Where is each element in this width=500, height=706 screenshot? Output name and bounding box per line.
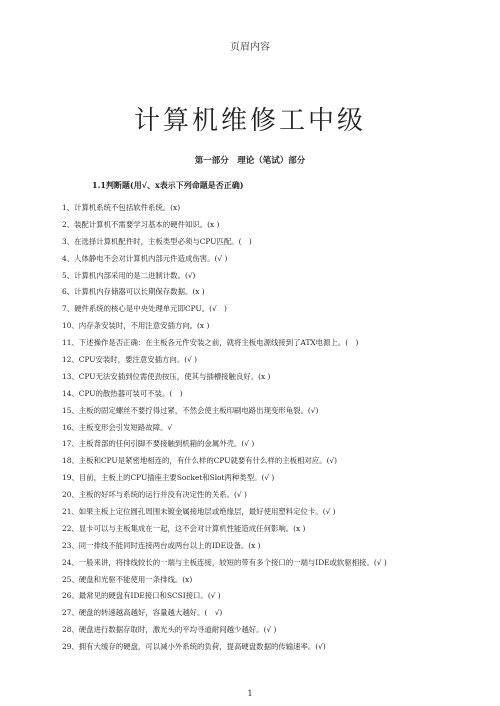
question-item: 17、主板背部的任何引脚不要接触到机箱的金属外壳。(√ ) <box>62 439 255 449</box>
question-item: 14、CPU的散热器可装可不装。( ) <box>62 388 183 398</box>
question-item: 3、在选择计算机配件时，主板类型必须与CPU匹配。( ) <box>62 236 252 246</box>
question-item: 23、同一排线不能同时连接两台或两台以上的IDE设备。(x ) <box>62 540 261 550</box>
question-item: 12、CPU安装时，要注意安插方向。(√ ) <box>62 355 198 365</box>
question-item: 7、硬件系统的核心是中央处理单元即CPU。(√ ) <box>62 304 227 314</box>
question-item: 5、计算机内部采用的是二进制计数。(√) <box>62 270 196 280</box>
question-item: 24、一般来讲，将排线较长的一端与主板连接，较短的带有多个接口的一端与IDE或软驱相接。(√ ) <box>62 557 387 567</box>
question-item: 28、硬盘进行数据存取时，激光头的平均寻道耐间越少越好。(√ ) <box>62 625 277 635</box>
question-item: 15、主板的固定螺丝不要拧得过紧，不然会使主板印刷电路出现变形龟裂。(√) <box>62 405 319 415</box>
question-item: 6、计算机内存储器可以长期保存数据。(x ) <box>62 287 205 297</box>
question-list <box>62 200 482 656</box>
page-number: 1 <box>247 689 253 698</box>
question-item: 1、计算机系统不包括软件系统。(x) <box>62 203 181 212</box>
question-item: 26、最常见的硬盘有IDE接口和SCSI接口。(√ ) <box>62 591 221 601</box>
question-item: 16、主板变形会引发短路故障。√ <box>62 422 173 432</box>
question-item: 27、硬盘的转速越高越好，容量越大越好。( √) <box>62 608 223 618</box>
part-heading: 第一部分 理论（笔试）部分 <box>194 156 306 166</box>
question-item: 22、显卡可以与主板集成在一起，这不会对计算机性能造成任何影响。(x ) <box>62 523 306 533</box>
section-heading: 1.1判断题(用√、x表示下列命题是否正确) <box>92 180 244 190</box>
question-item: 29、拥有大缓存的硬盘，可以减小外系统的负荷，提高硬盘数据的传输速率。(√) <box>62 642 326 652</box>
question-item: 11、下述操作是否正确：在主板各元件安装之前，就将主板电源线接到了ATX电源上。( ) <box>62 338 359 348</box>
page-header: 页眉内容 <box>230 42 270 53</box>
question-item: 2、装配计算机不需要学习基本的硬件知识。(x ) <box>62 219 220 229</box>
question-item: 21、如果主板上定位圆孔周围未镀金属接地层或绝缘层，最好使用塑料定位卡。(√ ) <box>62 507 336 517</box>
question-item: 10、内存条安装时，不用注意安插方向。(x ) <box>62 321 210 331</box>
question-item: 4、人体静电不会对计算机内部元件造成伤害。(√ ) <box>62 253 228 263</box>
question-item: 13、CPU无法安插到位需使劲按压，使其与插槽接触良好。(x ) <box>62 371 271 381</box>
document-title: 计算机维修工中级 <box>133 106 366 136</box>
question-item: 19、目前，主板上的CPU插座主要Socket和Slot两种类型。(√ ) <box>62 473 275 483</box>
question-item: 25、硬盘和光驱不能使用一条排线。(x) <box>62 574 193 584</box>
question-item: 18、主板和CPU是紧密地相连的，有什么样的CPU就要有什么样的主板相对应。(√) <box>62 456 338 466</box>
question-item: 20、主板的好坏与系统的运行并没有决定性的关系。(√ ) <box>62 490 247 500</box>
